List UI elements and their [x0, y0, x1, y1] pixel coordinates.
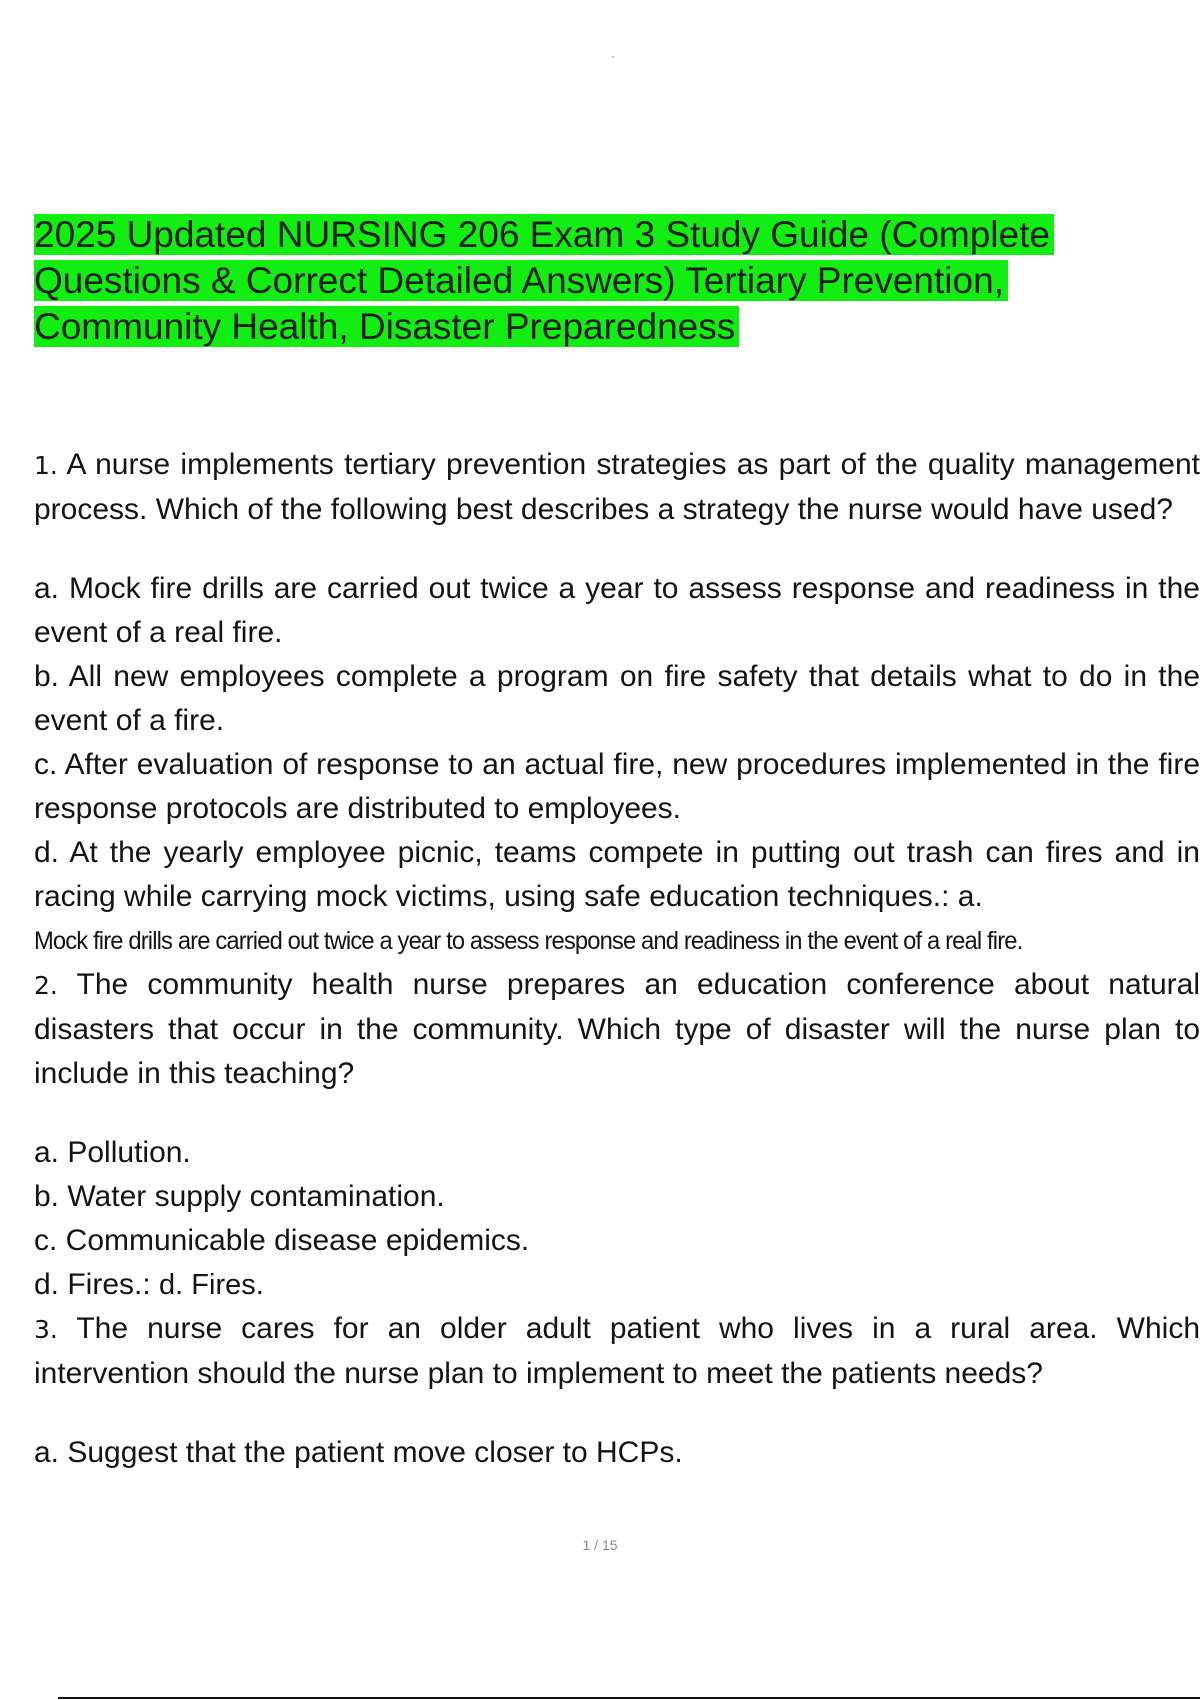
question-number: 3. [34, 1315, 58, 1344]
question-list [34, 443, 1200, 1475]
question-text: The community health nurse prepares an education conference about natural disasters that occur in the community. Which type of disaster will the nurse plan to include in this teaching? [34, 968, 1200, 1090]
spacer [34, 1396, 1200, 1431]
option-d: d. At the yearly employee picnic, teams compete in putting out trash can fires and in racing while carrying mock victims, using safe education techniques.: a. [34, 836, 1200, 913]
answer-text: Mock fire drills are carried out twice a year to assess response and readiness in the event of a real fire. [34, 927, 1023, 955]
option-a: a. Mock fire drills are carried out twice a year to assess response and readiness in the event of a real fire. [34, 572, 1200, 649]
spacer [34, 1096, 1200, 1131]
document-title [34, 212, 1154, 350]
option-b: b. Water supply contamination. [34, 1180, 445, 1213]
question-number: 2. [34, 971, 58, 1000]
option-text: d. Fires.: [34, 1268, 151, 1301]
question-3 [34, 1307, 1200, 1396]
option-c: c. Communicable disease epidemics. [34, 1224, 530, 1257]
option-b: b. All new employees complete a program on fire safety that details what to do in the event of a fire. [34, 660, 1200, 737]
option-d [34, 1263, 1200, 1307]
spacer [34, 532, 1200, 567]
question-number: 1. [34, 451, 58, 480]
question-1 [34, 443, 1200, 532]
answer-text: d. Fires. [159, 1269, 264, 1301]
question-text: A nurse implements tertiary prevention strategies as part of the quality management process. Which of the following best describes a strategy the nurse would have used? [34, 448, 1200, 526]
question-text: The nurse cares for an older adult patient who lives in a rural area. Which intervention should the nurse plan to implement to meet the patients needs? [34, 1312, 1200, 1390]
option-a: a. Pollution. [34, 1136, 191, 1169]
option-a: a. Suggest that the patient move closer to HCPs. [34, 1436, 683, 1469]
question-2 [34, 963, 1200, 1096]
page-number: 1 / 15 [582, 1537, 618, 1553]
option-c: c. After evaluation of response to an actual fire, new procedures implemented in the fire response protocols are distributed to employees. [34, 748, 1200, 825]
title-highlight: 2025 Updated NURSING 206 Exam 3 Study Guide (Complete Questions & Correct Detailed Answers) Tertiary Prevention, Community Health, Disaster Preparedness [34, 214, 1054, 347]
speck [612, 56, 614, 58]
bottom-divider [58, 1697, 1200, 1699]
